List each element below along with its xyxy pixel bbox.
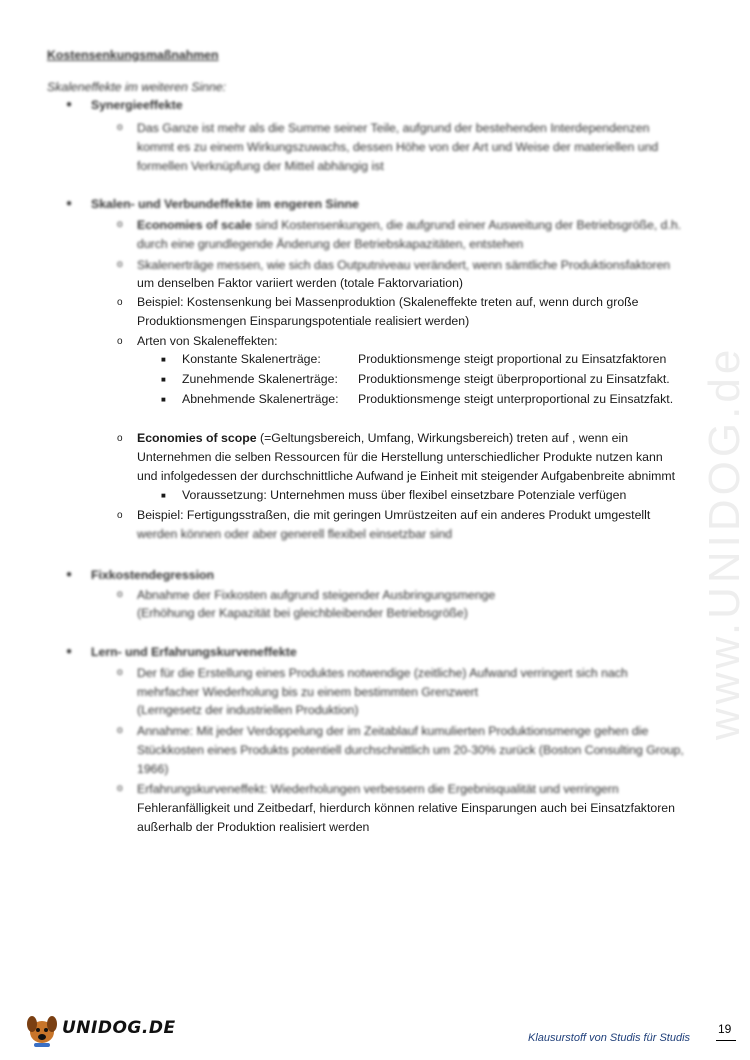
bullet-disc: ● bbox=[66, 198, 73, 209]
example-line-1: Beispiel: Kostensenkung bei Massenproduktion (Skaleneffekte treten auf, wenn durch große bbox=[137, 295, 639, 309]
learning-b3-line-1: Erfahrungskurveneffekt: Wiederholungen verbessern die Ergebnisqualität und verringern bbox=[137, 782, 619, 796]
fixed-line-1: Abnahme der Fixkosten aufgrund steigender Ausbringungsmenge bbox=[137, 588, 496, 602]
eos-line-2: durch eine grundlegende Änderung der Betriebskapazitäten, entstehen bbox=[137, 237, 524, 251]
eos-term: Economies of scale bbox=[137, 218, 252, 232]
learning-title: Lern- und Erfahrungskurveneffekte bbox=[91, 645, 297, 659]
learning-b1-line-2: mehrfacher Wiederholung bis zu einem bestimmten Grenzwert bbox=[137, 685, 479, 699]
bullet-circle: o bbox=[117, 667, 123, 678]
fixed-title: Fixkostendegression bbox=[91, 568, 215, 582]
fixed-line-2: (Erhöhung der Kapazität bei gleichbleibender Betriebsgröße) bbox=[137, 606, 468, 620]
footer-tagline: Klausurstoff von Studis für Studis bbox=[528, 1032, 691, 1044]
example-line-2: Produktionsmengen Einsparungspotentiale realisiert werden) bbox=[137, 314, 470, 328]
bullet-circle: o bbox=[117, 259, 123, 270]
scope-example-2: werden können oder aber generell flexibel einsetzbar sind bbox=[137, 527, 453, 541]
logo-text: UNIDOG.DE bbox=[62, 1018, 176, 1038]
unidog-logo[interactable] bbox=[22, 1012, 176, 1048]
scope-term: Economies of scope bbox=[137, 431, 257, 445]
scale-title: Skalen- und Verbundeffekte im engeren Sinne bbox=[91, 197, 359, 211]
bullet-circle: o bbox=[117, 219, 123, 230]
scope-requirement: Voraussetzung: Unternehmen muss über flexibel einsetzbare Potenziale verfügen bbox=[182, 488, 627, 502]
bullet-disc: ● bbox=[66, 646, 73, 657]
bullet-square: ■ bbox=[161, 491, 166, 500]
types-label: Arten von Skaleneffekten: bbox=[137, 334, 278, 348]
scope-example-1: Beispiel: Fertigungsstraßen, die mit geringen Umrüstzeiten auf ein anderes Produkt umgestellt bbox=[137, 508, 651, 522]
synergy-line-2: kommt es zu einem Wirkungszuwachs, dessen Höhe von der Art und Weise der materiellen und bbox=[137, 140, 659, 154]
learning-b1-line-1: Der für die Erstellung eines Produktes notwendige (zeitliche) Aufwand verringert sich nach bbox=[137, 666, 628, 680]
type-desc-constant: Produktionsmenge steigt proportional zu Einsatzfaktoren bbox=[358, 352, 667, 366]
type-desc-increasing: Produktionsmenge steigt überproportional zu Einsatzfakt. bbox=[358, 372, 670, 386]
scope-line-2: Unternehmen die selben Ressourcen für die Herstellung unterschiedlicher Produkte nutzen kann bbox=[137, 450, 663, 464]
scope-line-3: und infolgedessen der durchschnittliche Aufwand je Einheit mit steigender Aufgabenbreite abnimmt bbox=[137, 469, 675, 483]
eos-rest: sind Kostensenkungen, die aufgrund einer Ausweitung der Betriebsgröße, d.h. bbox=[251, 218, 682, 232]
scope-rest: (=Geltungsbereich, Umfang, Wirkungsbereich) treten auf , wenn ein bbox=[256, 431, 629, 445]
learning-b2-line-1: Annahme: Mit jeder Verdoppelung der im Zeitablauf kumulierten Produktionsmenge gehen die bbox=[137, 724, 649, 738]
page-number: 19 bbox=[718, 1022, 732, 1036]
dog-mascot-icon bbox=[22, 1012, 62, 1048]
bullet-circle: o bbox=[117, 122, 123, 133]
section-title: Kostensenkungsmaßnahmen bbox=[47, 48, 219, 62]
bullet-disc: ● bbox=[66, 569, 73, 580]
learning-b2-line-3: 1966) bbox=[137, 762, 169, 776]
type-name-decreasing: Abnehmende Skalenerträge: bbox=[182, 392, 339, 406]
eos-line-1 bbox=[137, 216, 681, 234]
learning-b3-line-2: Fehleranfälligkeit und Zeitbedarf, hierdurch können relative Einsparungen auch bei Einsatzfaktoren bbox=[137, 801, 675, 815]
type-desc-decreasing: Produktionsmenge steigt unterproportional zu Einsatzfakt. bbox=[358, 392, 674, 406]
synergy-line-3: formellen Verknüpfung der Mittel abhängig ist bbox=[137, 159, 384, 173]
learning-b1-line-3: (Lerngesetz der industriellen Produktion) bbox=[137, 703, 359, 717]
bullet-circle: o bbox=[117, 297, 123, 308]
returns-line-1: Skalenerträge messen, wie sich das Outputniveau verändert, wenn sämtliche Produktionsfaktoren bbox=[137, 258, 671, 272]
watermark: www.UNIDOG.de bbox=[700, 345, 749, 740]
page-number-rule bbox=[716, 1040, 736, 1041]
bullet-square: ■ bbox=[161, 375, 166, 384]
bullet-circle: o bbox=[117, 783, 123, 794]
bullet-square: ■ bbox=[161, 395, 166, 404]
bullet-circle: o bbox=[117, 589, 123, 600]
synergy-line-1: Das Ganze ist mehr als die Summe seiner Teile, aufgrund der bestehenden Interdependenzen bbox=[137, 121, 650, 135]
type-name-constant: Konstante Skalenerträge: bbox=[182, 352, 321, 366]
scope-line-1 bbox=[137, 429, 628, 447]
bullet-circle: o bbox=[117, 725, 123, 736]
returns-line-2: um denselben Faktor variiert werden (totale Faktorvariation) bbox=[137, 276, 464, 290]
bullet-circle: o bbox=[117, 510, 123, 521]
bullet-square: ■ bbox=[161, 355, 166, 364]
learning-b2-line-2: Stückkosten eines Produkts potentiell durchschnittlich um 20-30% zurück (Boston Consulting Group, bbox=[137, 743, 684, 757]
learning-b3-line-3: außerhalb der Produktion realisiert werden bbox=[137, 820, 370, 834]
bullet-circle: o bbox=[117, 336, 123, 347]
bullet-disc: ● bbox=[66, 99, 73, 110]
type-name-increasing: Zunehmende Skalenerträge: bbox=[182, 372, 338, 386]
subtitle: Skaleneffekte im weiteren Sinne: bbox=[47, 80, 227, 94]
bullet-circle: o bbox=[117, 433, 123, 444]
synergy-title: Synergieeffekte bbox=[91, 98, 183, 112]
